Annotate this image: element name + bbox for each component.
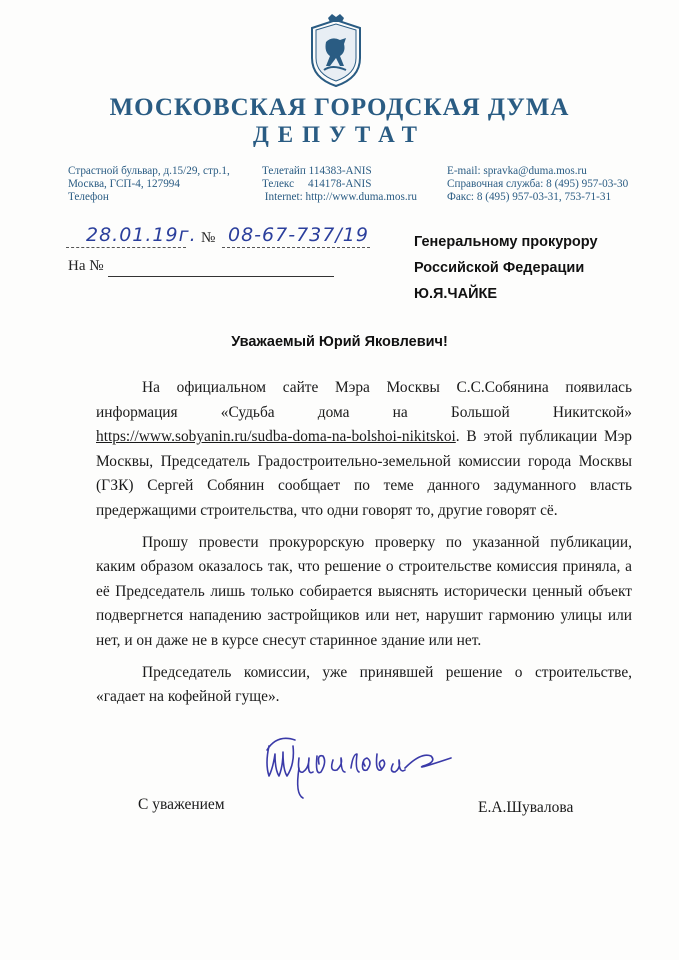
paragraph: Председатель комиссии, уже принявшей решение о строительстве, «гадает на кофейной гуще». xyxy=(96,663,632,706)
email-block xyxy=(447,165,628,204)
outgoing-date: 28.01.19г. xyxy=(86,224,197,246)
fax-line: Факс: 8 (495) 957-03-31, 753-71-31 xyxy=(447,191,612,203)
internet-line: Internet: http://www.duma.mos.ru xyxy=(262,191,417,203)
paragraph: Прошу провести прокурорскую проверку по указанной публикации, каким образом оказалось так, что решение о строительстве комиссия приняла, а её Председатель лишь только собирается выяснять исторически ценный объект подвергнется нападению застройщиков или нет, нарушит гармонию улицы или нет, и он даже не в курсе снесут старинное здание или нет. xyxy=(96,533,632,649)
address-line: Страстной бульвар, д.15/29, стр.1, xyxy=(68,165,230,177)
number-underline xyxy=(222,246,370,248)
reply-to-underline xyxy=(108,275,334,277)
date-underline xyxy=(66,246,186,248)
paragraph-text: На официальном сайте Мэра Москвы С.С.Собянина появилась информация «Судьба дома на Большой Никитской» xyxy=(96,379,632,421)
teletype-block xyxy=(262,165,417,204)
number-sign: № xyxy=(201,230,216,246)
telex-line: Телекс 414178-ANIS xyxy=(262,178,372,190)
paragraph xyxy=(96,376,632,524)
publication-link[interactable]: https://www.sobyanin.ru/sudba-doma-na-bolshoi-nikitskoi xyxy=(96,428,456,446)
recipient-name: Ю.Я.ЧАЙКЕ xyxy=(414,286,498,302)
moscow-coat-of-arms-icon xyxy=(306,14,366,90)
salutation: Уважаемый Юрий Яковлевич! xyxy=(231,334,448,350)
letter-body xyxy=(96,376,632,717)
paragraph-text: . В этой публикации Мэр Москвы, Председатель Градостроительно-земельной комиссии города Москвы (ГЗК) Сергей Собянин сообщает по теме данного задуманного власть предержащими строительства, что одни говорят то, другие говорят сё. xyxy=(96,428,632,519)
address-block xyxy=(68,165,230,204)
closing: С уважением xyxy=(138,796,225,813)
reply-to-label: На № xyxy=(68,258,104,274)
recipient-line: Российской Федерации xyxy=(414,260,585,276)
signer-name: Е.А.Шувалова xyxy=(478,799,574,816)
outgoing-number: 08-67-737/19 xyxy=(228,224,369,246)
handwritten-signature xyxy=(255,724,455,802)
org-name: МОСКОВСКАЯ ГОРОДСКАЯ ДУМА xyxy=(109,94,570,121)
email-line: E-mail: spravka@duma.mos.ru xyxy=(447,165,587,177)
phone-label: Телефон xyxy=(68,191,109,203)
deputy-subtitle: ДЕПУТАТ xyxy=(252,122,427,147)
recipient-block xyxy=(414,229,598,307)
teletype-line: Телетайп 114383-ANIS xyxy=(262,165,372,177)
info-service-line: Справочная служба: 8 (495) 957-03-30 xyxy=(447,178,629,190)
address-line: Москва, ГСП-4, 127994 xyxy=(68,178,180,190)
recipient-line: Генеральному прокурору xyxy=(414,234,598,250)
